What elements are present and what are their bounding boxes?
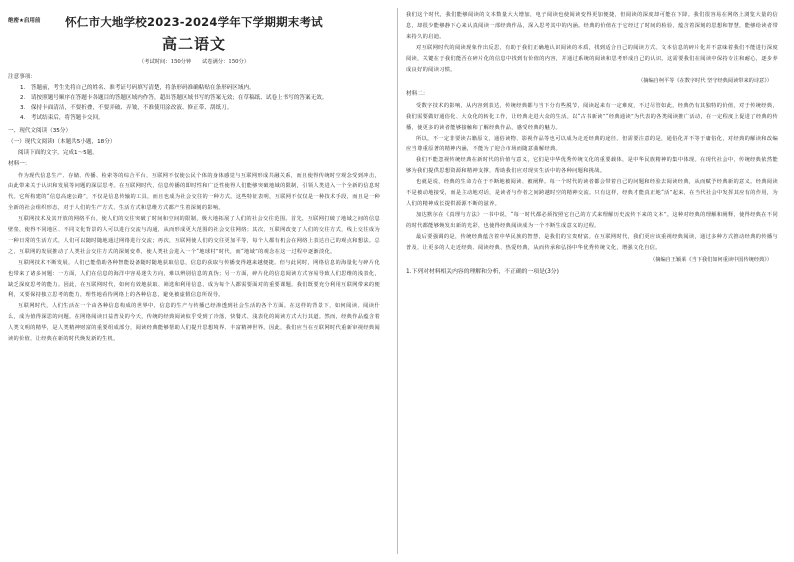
paragraph: 最后要强调的是，传统经典蕴含着中华民族的智慧，是我们的宝贵财富。在互联网时代，我们更应该重视经典阅读，通过多种方式推动经典的传播与普及，让更多的人走近经典、阅读经典、热爱经典，从而传承和弘扬中华优秀传统文化，增强文化自信。 xyxy=(406,233,778,251)
question-1: 1.下列对材料相关内容的理解和分析，不正确的一项是(3分) xyxy=(406,269,559,276)
paragraph: 作为现代信息生产、存储、传播、检索等的综合平台，互联网不仅使公民个体的身体感觉与互联网形成共融关系，而且使得传统时空观念受到冲击，由此带来关于认识和发展等问题的深层思考。在互联网时代，信息传播的即时性和广泛性使得人们能够突破地域的限制，引领人类进入一个全新的信息时代。它所构建的“信息高速公路”，不仅是信息传输的工具，而且也成为社会交往的一种方式。这些特征表明，互联网不仅仅是一种技术手段，而且是一种全新的社会组织形态，对于人们的生产方式、生活方式和思维方式都产生着深刻的影响。 xyxy=(8,172,380,212)
note-item: 1. 答题前，考生先将自己的姓名、准考证号码填写清楚，将条形码准确粘贴在条形码区域内。 xyxy=(20,85,255,91)
paragraph: 也就是说，经典的生命力在于不断地被阅读、被阐释。每一个时代的读者都会带着自己的问题和经验去阅读经典，从而赋予经典新的意义。经典阅读不是被动地接受，而是主动地对话，是读者与作者之间跨越时空的精神交流。只有这样，经典才能真正地“活”起来，在当代社会中发挥其应有的作用，为人们的精神成长提供源源不断的滋养。 xyxy=(406,179,778,207)
material-label: 材料一： xyxy=(8,161,31,167)
paragraph: 所以，不一定非要读古籍原文，通俗读物、影视作品等也可以成为走近经典的途径。但需要注意的是，通俗化并不等于庸俗化，对经典的解读和改编应当尊重原著的精神内涵，不能为了迎合市场而随意曲解经典。 xyxy=(406,135,778,153)
right-column xyxy=(406,10,778,278)
note-item: 3. 保持卡面清洁，不要折叠，不要弄破、弄皱，不准使用涂改液、修正带、刮纸刀。 xyxy=(20,105,233,111)
notes-heading: 注意事项： xyxy=(8,74,36,80)
paragraph: 互联网技术及其开放的网络平台，使人们的交往突破了时间和空间的限制，极大地拓展了人们的社会交往范围。首先，互联网打破了地域之间的信息壁垒，使得不同地区、不同文化背景的人可以进行交流与沟通，从而形成更大范围的社会交往网络；其次，互联网改变了人们的交往方式，线上交往成为一种日常的生活方式，人们可以随时随地通过网络进行交流；再次，互联网使人们的交往更加平等，每个人都有机会在网络上表达自己的观点和想法。总之，互联网的发展推动了人类社会交往方式的深刻变革，使人类社会进入一个“地球村”时代，而“地域”的观念在这一过程中逐渐淡化。 xyxy=(8,216,380,255)
paragraph: 互联网技术不断发展，人们已能借助各种智能设备随时随地获取信息，信息的获取与传播变得越来越便捷。但与此同时，网络信息的海量化与碎片化也带来了诸多问题：一方面，人们在信息的海洋中容易迷失方向，难以辨别信息的真伪；另一方面，碎片化的信息阅读方式容易导致人们思维的浅表化，缺乏深度思考的能力。因此，在互联网时代，如何有效地获取、筛选和利用信息，成为每个人都需要面对的重要课题。我们既要充分利用互联网带来的便利，又要保持独立思考的能力，理性地看待网络上的各种信息，避免被虚假信息所误导。 xyxy=(8,259,380,299)
paragraph: 加达默尔在《真理与方法》一书中说，“每一时代都必须按照它自己的方式来理解历史流传下来的文本”。这种对经典的理解和阐释，使得经典在不同的时代都能够焕发出新的光彩，也使得经典阅读成为一个不断生成意义的过程。 xyxy=(406,211,778,229)
left-column xyxy=(8,14,380,345)
paragraph: 受数字技术的影响，从内容到表达，传统经典都与当下分有些脱节，阅读起来有一定难度，不过尽管如此，经典仍有其独特的价值，对于传统经典，我们需要做好通俗化、大众化的转化工作，让经典走进大众的生活。以“古书新读”“经典通读”为代表的各类阅读推广活动，在一定程度上促进了经典的传播，使更多的读者能够接触和了解经典作品，感受经典的魅力。 xyxy=(406,102,778,131)
paragraph: 对互联网时代的阅读现象作出反思，有助于我们正确地认识阅读的本质，找到适合自己的阅读方式。文本信息的碎片化并不意味着我们不能进行深度阅读，关键在于我们能否在碎片化的信息中找到有价值的内容，并通过系统的阅读和思考形成自己的认识。这需要我们在阅读中保持专注和耐心，逐步养成良好的阅读习惯。 xyxy=(406,44,778,73)
paragraph: 互联网时代，人们生活在一个由各种信息构成的世界中，信息的生产与传播已经渗透到社会生活的各个方面。在这样的背景下，如何阅读、阅读什么，成为值得深思的问题。在网络阅读日益普及的今天，传统的经典阅读似乎受到了冷落，快餐式、浅表化的阅读方式大行其道。然而，经典作品蕴含着人类文明的精华，是人类精神财富的重要组成部分，阅读经典能够帮助人们提升思想境界、丰富精神世界。因此，我们应当在互联网时代重新审视经典阅读的价值，让经典在新的时代焕发新的生机。 xyxy=(8,303,380,343)
material-label: 材料二： xyxy=(406,91,429,98)
secrecy-label: 绝密★启用前 xyxy=(8,18,41,24)
exam-title: 怀仁市大地学校2023-2024学年下学期期末考试 xyxy=(65,15,323,29)
note-item: 4. 考试结束后，将答题卡交回。 xyxy=(20,115,104,121)
subject-title: 高二语文 xyxy=(161,35,226,53)
source-citation: （摘编自王颖莱《当下我们如何重读中国传统经典》） xyxy=(650,256,772,263)
instruction: 阅读下面的文字，完成1～5题。 xyxy=(18,150,98,156)
subsection-heading: （一）现代文阅读Ⅰ（本题共5小题，18分） xyxy=(8,139,116,145)
column-divider xyxy=(397,8,398,554)
section-heading: 一、现代文阅读（35分） xyxy=(8,128,72,134)
note-item: 2. 请按照题号顺序在答题卡各题目的答题区域内作答，超出答题区域书写的答案无效；在草稿纸、试卷上书写的答案无效。 xyxy=(20,95,328,101)
paragraph: 我们这个时代，我们能够阅读的文本数量大大增加，电子阅读也使阅读变得更加便捷，但阅读的深度却可能在下降。我们很容易在网络上浏览大量的信息，却很少能够静下心来认真阅读一部经典作品，深入思考其中的内涵。经典的价值在于它经过了时间的检验，蕴含着深刻的思想和智慧，能够给读者带来持久的启迪。 xyxy=(406,12,778,40)
paragraph: 我们不能忽视传统经典在新时代的价值与意义，它们是中华优秀传统文化的重要载体，是中华民族精神的集中体现。在现代社会中，传统经典依然能够为我们提供思想资源和精神支撑，帮助我们应对现实生活中的各种问题和挑战。 xyxy=(406,157,778,175)
exam-info: （考试时间：150分钟 试卷满分：150分） xyxy=(138,59,250,65)
source-citation: （摘编自柯平等《在数字时代 坚守经典阅读带来的诗意》） xyxy=(638,78,772,85)
